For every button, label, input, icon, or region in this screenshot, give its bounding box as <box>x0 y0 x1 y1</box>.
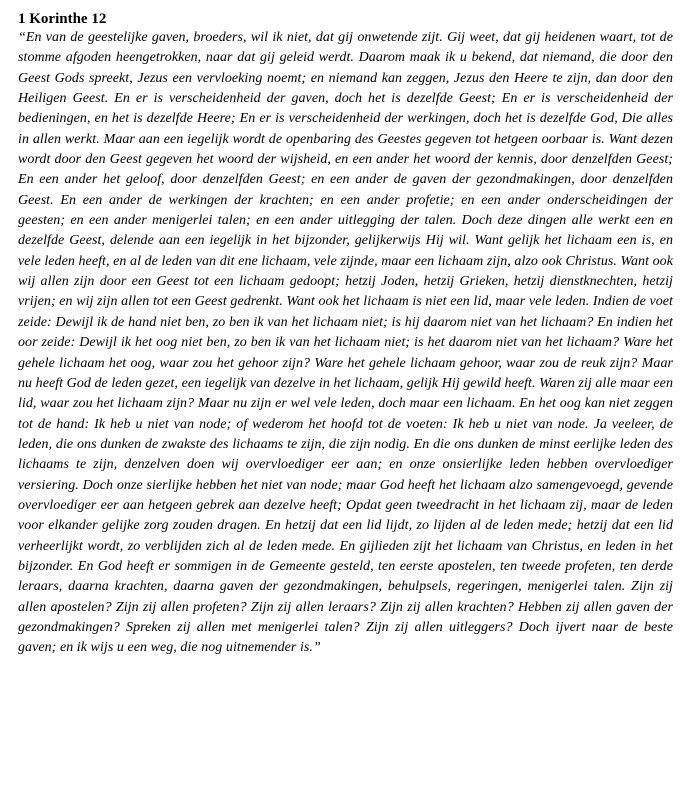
page-title: 1 Korinthe 12 <box>18 11 107 27</box>
scripture-passage: “En van de geestelijke gaven, broeders, wil ik niet, dat gij onwetende zijt. Gij weet, dat gij heidenen waart, tot de stomme afgoden heengetrokken, naar dat gij geleid werdt. Daarom maak ik u bekend, dat niemand, die door den Geest Gods spreekt, Jezus een vervloeking noemt; en niemand kan zeggen, Jezus den Heere te zijn, dan door den Heiligen Geest. En er is verscheidenheid der gaven, doch het is dezelfde Geest; En er is verscheidenheid der bedieningen, en het is dezelfde Heere; En er is verscheidenheid der werkingen, doch het is dezelfde God, Die alles in allen werkt. Maar aan een iegelijk wordt de openbaring des Geestes gegeven tot hetgeen oorbaar is. Want dezen wordt door den Geest gegeven het woord der wijsheid, en een ander het woord der kennis, door denzelfden Geest; En een ander het geloof, door denzelfden Geest; en een ander de gaven der gezondmakingen, door denzelfden Geest. En een ander de werkingen der krachten; en een ander profetie; en een ander onderscheidingen der geesten; en een ander menigerlei talen; en een ander uitlegging der talen. Doch deze dingen alle werkt een en dezelfde Geest, delende aan een iegelijk in het bijzonder, gelijkerwijs Hij wil. Want gelijk het lichaam een is, en vele leden heeft, en al de leden van dit ene lichaam, vele zijnde, maar een lichaam zijn, alzo ook Christus. Want ook wij allen zijn door een Geest tot een lichaam gedoopt; hetzij Joden, hetzij Grieken, hetzij dienstknechten, hetzij vrijen; en wij zijn allen tot een Geest gedrenkt. Want ook het lichaam is niet een lid, maar vele leden. Indien de voet zeide: Dewijl ik de hand niet ben, zo ben ik van het lichaam niet; is hij daarom niet van het lichaam? En indien het oor zeide: Dewijl ik het oog niet ben, zo ben ik van het lichaam niet; is het daarom niet van het lichaam? Ware het gehele lichaam het oog, waar zou het gehoor zijn? Ware het gehele lichaam gehoor, waar zou de reuk zijn? Maar nu heeft God de leden gezet, een iegelijk van dezelve in het lichaam, gelijk Hij gewild heeft. Waren zij alle maar een lid, waar zou het lichaam zijn? Maar nu zijn er wel vele leden, doch maar een lichaam. En het oog kan niet zeggen tot de hand: Ik heb u niet van node; of wederom het hoofd tot de voeten: Ik heb u niet van node. Ja veeleer, de leden, die ons dunken de zwakste des lichaams te zijn, die zijn nodig. En die ons dunken de minst eerlijke leden des lichaams te zijn, denzelven doen wij overvloediger eer aan; en onze onsierlijke leden hebben overvloediger versiering. Doch onze sierlijke hebben het niet van node; maar God heeft het lichaam alzo samengevoegd, gevende overvloediger eer aan hetgeen gebrek aan dezelve heeft; Opdat geen tweedracht in het lichaam zij, maar de leden voor elkander gelijke zorg zouden dragen. En hetzij dat een lid lijdt, zo lijden al de leden mede; hetzij dat een lid verheerlijkt wordt, zo verblijden zich al de leden mede. En gijlieden zijt het lichaam van Christus, en leden in het bijzonder. En God heeft er sommigen in de Gemeente gesteld, ten eerste apostelen, ten tweede profeten, ten derde leraars, daarna krachten, daarna gaven der gezondmakingen, behulpsels, regeringen, menigerlei talen. Zijn zij allen apostelen? Zijn zij allen profeten? Zijn zij allen leraars? Zijn zij allen krachten? Hebben zij allen gaven der gezondmakingen? Spreken zij allen met menigerlei talen? Zijn zij allen uitleggers? Doch ijvert naar de beste gaven; en ik wijs u een weg, die nog uitnemender is.” <box>18 30 673 656</box>
document-page <box>18 10 673 659</box>
